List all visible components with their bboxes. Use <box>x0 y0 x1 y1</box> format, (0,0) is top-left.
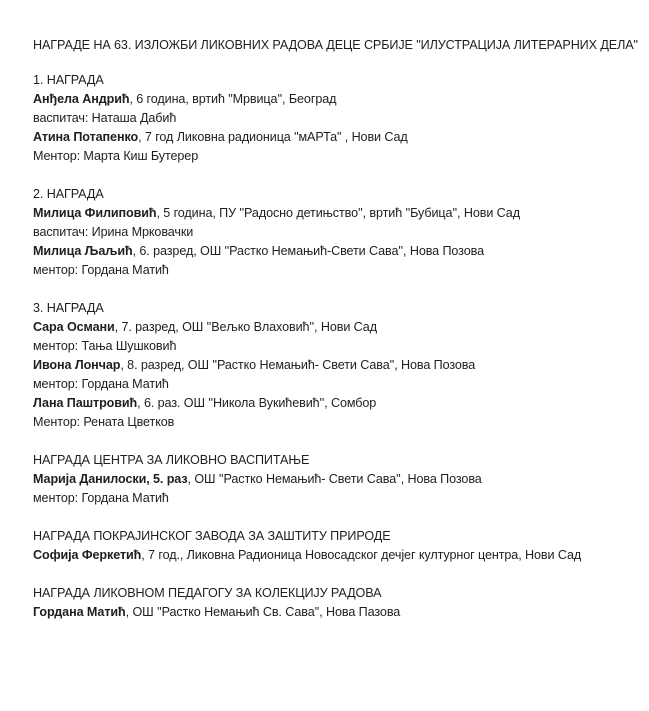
award-section-1 <box>33 71 638 166</box>
winner-details: , 7 год., Ликовна Радионица Новосадског дечјег културног центра, Нови Сад <box>141 548 582 562</box>
winner-line <box>33 90 638 109</box>
award-section-pedagogue <box>33 584 638 622</box>
section-heading: 1. НАГРАДА <box>33 73 104 87</box>
winner-line <box>33 242 638 261</box>
mentor-text: васпитач: Наташа Дабић <box>33 111 177 125</box>
winner-name: Лана Паштровић <box>33 396 138 410</box>
award-section-nature <box>33 527 638 565</box>
award-section-2 <box>33 185 638 280</box>
winner-details: , 7. разред, ОШ ''Вељко Влаховић'', Нови Сад <box>114 320 377 334</box>
mentor-line <box>33 223 638 242</box>
mentor-text: ментор: Тања Шушковић <box>33 339 177 353</box>
winner-name: Атина Потапенко <box>33 130 139 144</box>
mentor-line <box>33 261 638 280</box>
winner-name: Анђела Андрић <box>33 92 130 106</box>
mentor-text: Ментор: Рената Цветков <box>33 415 175 429</box>
mentor-line <box>33 375 638 394</box>
mentor-text: ментор: Гордана Матић <box>33 491 169 505</box>
winner-line <box>33 470 638 489</box>
section-heading: 3. НАГРАДА <box>33 301 104 315</box>
winner-name: Милица Љаљић <box>33 244 133 258</box>
section-heading: НАГРАДА ПОКРАЈИНСКОГ ЗАВОДА ЗА ЗАШТИТУ ПРИРОДЕ <box>33 529 391 543</box>
award-section-3 <box>33 299 638 432</box>
winner-details: , 8. разред, ОШ ''Растко Немањић- Свети Сава'', Нова Позова <box>120 358 476 372</box>
mentor-line <box>33 489 638 508</box>
award-section-center <box>33 451 638 508</box>
mentor-text: Ментор: Марта Киш Бутерер <box>33 149 199 163</box>
winner-name: Ивона Лончар <box>33 358 121 372</box>
winner-name: Марија Данилоски, 5. раз <box>33 472 188 486</box>
winner-name: Милица Филиповић <box>33 206 157 220</box>
document <box>33 36 638 641</box>
winner-details: , 6. раз. ОШ ''Никола Вукићевић'', Сомбор <box>137 396 377 410</box>
mentor-line <box>33 337 638 356</box>
mentor-line <box>33 109 638 128</box>
mentor-text: ментор: Гордана Матић <box>33 377 169 391</box>
winner-line <box>33 546 638 565</box>
winner-details: , 5 година, ПУ ''Радосно детињство'', вртић ''Бубица'', Нови Сад <box>156 206 520 220</box>
mentor-text: ментор: Гордана Матић <box>33 263 169 277</box>
mentor-text: васпитач: Ирина Мрковачки <box>33 225 194 239</box>
mentor-line <box>33 413 638 432</box>
document-title: НАГРАДЕ НА 63. ИЗЛОЖБИ ЛИКОВНИХ РАДОВА ДЕЦЕ СРБИЈЕ "ИЛУСТРАЦИЈА ЛИТЕРАРНИХ ДЕЛА" <box>33 38 638 52</box>
winner-line <box>33 394 638 413</box>
winner-line <box>33 318 638 337</box>
winner-name: Софија Феркетић <box>33 548 142 562</box>
section-heading: 2. НАГРАДА <box>33 187 104 201</box>
winner-line <box>33 128 638 147</box>
mentor-line <box>33 147 638 166</box>
winner-line <box>33 204 638 223</box>
winner-details: , ОШ ''Растко Немањић Св. Сава'', Нова Пазова <box>125 605 401 619</box>
section-heading: НАГРАДА ЦЕНТРА ЗА ЛИКОВНО ВАСПИТАЊЕ <box>33 453 310 467</box>
winner-details: , ОШ ''Растко Немањић- Свети Сава'', Нова Позова <box>187 472 482 486</box>
winner-line <box>33 356 638 375</box>
winner-details: , 6. разред, ОШ ''Растко Немањић-Свети Сава'', Нова Позова <box>132 244 484 258</box>
winner-name: Сара Османи <box>33 320 115 334</box>
winner-details: , 7 год Ликовна радионица "мАРТа" , Нови Сад <box>138 130 408 144</box>
winner-name: Гордана Матић <box>33 605 126 619</box>
winner-line <box>33 603 638 622</box>
winner-details: , 6 година, вртић "Мрвица'', Београд <box>129 92 337 106</box>
section-heading: НАГРАДА ЛИКОВНОМ ПЕДАГОГУ ЗА КОЛЕКЦИЈУ РАДОВА <box>33 586 382 600</box>
